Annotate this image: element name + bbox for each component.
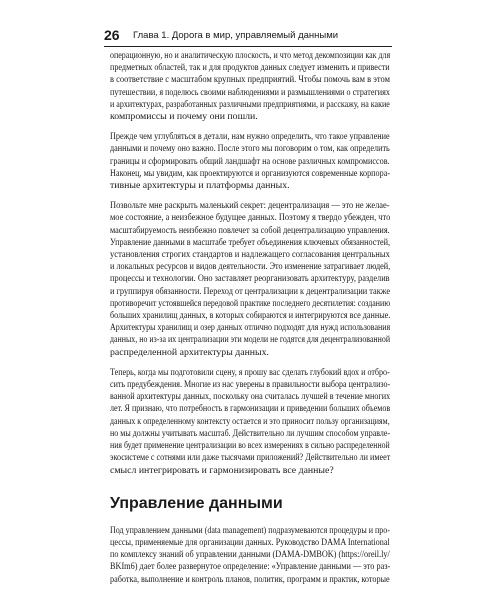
text-line: путешествии, я поделюсь своими наблюдениями и размышлениями о стратегиях (110, 86, 390, 98)
text-line: ванной архитектуры данных, поскольку она считалась лучшей в течение многих (110, 391, 391, 403)
text-line: цессы, применяемые для организации данных. Руководство DAMA International (110, 536, 390, 548)
page-body (110, 50, 390, 594)
text-line: тивные архитектуры и платформы данных. (110, 180, 290, 192)
page-header (104, 27, 404, 47)
text-line: работка, выполнение и контроль планов, политик, программ и практик, которые (110, 573, 390, 585)
paragraph-3 (110, 200, 390, 359)
text-line: и архитектурах, разработанных различными предприятиями, и расскажу, на какие (110, 98, 390, 110)
text-line: компромиссы и почему они пошли. (110, 111, 258, 123)
text-line: BKIm6) дает более развернутое определение: «Управление данными — это раз- (110, 561, 391, 573)
text-line: Позвольте мне раскрыть маленький секрет: децентрализация — это не желае- (110, 200, 390, 212)
text-line: Теперь, когда мы подготовили сцену, я прошу вас сделать глубокий вдох и отбро- (110, 366, 390, 378)
text-line: Архитектуры хранилищ и озер данных отлично подходят для нужд использования (110, 322, 391, 334)
text-line: сить предубеждения. Многие из нас уверены в правильности выбора централизо- (110, 379, 391, 391)
text-line: смысл интегрировать и гармонизировать все данные? (110, 464, 334, 476)
text-line: данных к определенному контексту остается и это приносит пользу организациям, (110, 415, 390, 427)
text-line: и локальных ресурсов и видов деятельности. Это изменение затрагивает людей, (110, 261, 391, 273)
text-line: экосистеме с сотнями или даже тысячами приложений? Действительно ли имеет (110, 452, 391, 464)
text-line: по комплексу знаний об управлении данными (DAMA-DMBOK) (https://oreil.ly/ (110, 549, 390, 561)
text-line: ния будет применение централизации во всех измерениях в сильно распределенной (110, 440, 390, 452)
text-line: предметных областей, так и для продуктов данных следует изменить и привести (110, 62, 390, 74)
text-line: границы и сформировать общий ландшафт на основе различных компромиссов. (110, 155, 390, 167)
text-line: противоречит устоявшейся передовой практике последнего десятилетия: созданию (110, 297, 391, 309)
text-line: операционную, но и аналитическую плоскость, и что метод декомпозиции как для (110, 50, 391, 61)
paragraph-1 (110, 50, 390, 123)
paragraph-2 (110, 131, 390, 192)
text-line: данных, но из-за их централизации эти модели не годятся для децентрализованной (110, 334, 391, 346)
text-line: мое состояние, а неизбежное будущее данных. Поэтому я твердо убежден, что (110, 212, 391, 224)
text-line: распределенной архитектуры данных. (110, 346, 269, 358)
text-line: Наконец, мы увидим, как проектируются и организуются современные корпора- (110, 167, 391, 179)
text-line: масштабируемость неизбежно повлечет за собой децентрализацию управления. (110, 224, 390, 236)
text-line: в соответствие с масштабом крупных предприятий. Чтобы помочь вам в этом (110, 74, 390, 86)
text-line: установления строгих стандартов и надлежащего согласования центральных (110, 249, 390, 261)
text-line: Прежде чем углубляться в детали, нам нужно определить, что такое управление (110, 131, 390, 143)
text-line: больших хранилищ данных, в которых собираются и интегрируются все данные. (110, 310, 391, 322)
text-line: процессы и технологии. Оно заставляет реорганизовать архитектуру, разделив (110, 273, 390, 285)
text-line: но мы должны учитывать масштаб. Действительно ли лучшим способом управле- (110, 427, 391, 439)
text-line: Под управлением данными (data management) подразумеваются процедуры и про- (110, 524, 390, 536)
section-paragraph (110, 525, 390, 586)
text-line: лет. Я признаю, что потребность в гармонизации и приведении больших объемов (110, 403, 391, 415)
text-line: и группируя обязанности. Переход от централизации к децентрализации также (110, 285, 391, 297)
section-heading: Управление данными (110, 494, 283, 512)
text-line: Управление данными в масштабе требует объединения ключевых обязанностей, (110, 236, 391, 248)
page-number: 26 (104, 27, 120, 43)
paragraph-4 (110, 367, 390, 477)
text-line: данными и почему оно важно. После этого мы поговорим о том, как определить (110, 143, 390, 155)
running-head: Глава 1. Дорога в мир, управляемый данными (133, 30, 339, 41)
header-rule (104, 46, 392, 47)
